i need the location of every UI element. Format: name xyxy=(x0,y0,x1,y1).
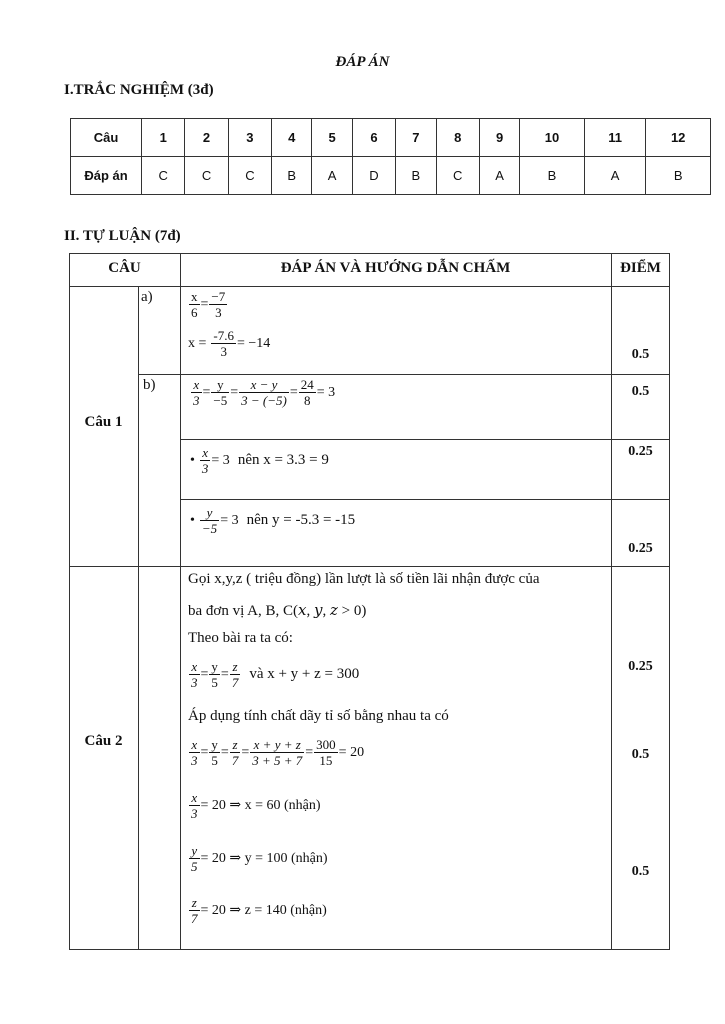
numerator: z xyxy=(189,895,200,911)
denominator: 5 xyxy=(191,859,198,874)
answer-cell: A xyxy=(479,157,519,195)
header-points: ĐIỂM xyxy=(620,260,661,276)
numerator: x xyxy=(189,737,200,753)
numerator: x − y xyxy=(239,377,289,393)
numerator: x xyxy=(189,659,200,675)
fraction xyxy=(314,737,338,768)
bullet-x-result xyxy=(190,445,329,476)
table-divider xyxy=(138,374,670,375)
essay-table xyxy=(69,253,670,950)
q2-y-result xyxy=(188,843,328,874)
numerator: y xyxy=(211,377,229,393)
bullet-y-result xyxy=(190,505,355,536)
question-number: 6 xyxy=(352,119,395,157)
fraction xyxy=(230,737,241,768)
q2-z-result xyxy=(188,895,327,926)
question-number: 4 xyxy=(272,119,312,157)
equation-result: = 20 ⇒ y = 100 (nhận) xyxy=(200,851,328,866)
denominator: 7 xyxy=(231,753,239,768)
numerator: y xyxy=(189,843,200,859)
page-title: ĐÁP ÁN xyxy=(335,54,390,70)
fraction xyxy=(189,843,200,874)
answer-cell: D xyxy=(352,157,395,195)
bullet-text: nên x = 3.3 = 9 xyxy=(237,452,329,468)
numerator: 300 xyxy=(316,737,336,752)
answer-row-label: Đáp án xyxy=(71,157,142,195)
table-divider xyxy=(69,566,670,567)
denominator: 3 − (−5) xyxy=(241,393,287,408)
question-2-label: Câu 2 xyxy=(84,733,123,749)
denominator: −5 xyxy=(213,393,228,408)
fraction xyxy=(299,377,316,408)
denominator: 15 xyxy=(319,753,333,768)
question-number: 3 xyxy=(228,119,271,157)
fraction xyxy=(189,737,200,768)
fraction xyxy=(211,377,229,408)
answer-cell: B xyxy=(520,157,585,195)
equation-result: = 20 ⇒ z = 140 (nhận) xyxy=(200,903,327,918)
equation-result: = 20 ⇒ x = 60 (nhận) xyxy=(200,798,321,813)
section-essay-heading: II. TỰ LUẬN (7đ) xyxy=(64,228,181,244)
q2-line-3: Theo bài ra ta có: xyxy=(188,630,293,646)
equation-result: = 3 xyxy=(316,384,336,400)
section-multiple-choice-heading: I.TRẮC NGHIỆM (3đ) xyxy=(64,82,214,98)
denominator: 3 xyxy=(193,393,200,408)
question-number: 1 xyxy=(142,119,185,157)
numerator: y xyxy=(211,659,218,674)
bullet-text: nên y = -5.3 = -15 xyxy=(246,512,356,528)
question-number: 5 xyxy=(312,119,352,157)
q2-ratio-equation: $\frac{x}{3}$ = $\frac{y}{5}$ = $\frac{z}{7}$ và x + y + z = 300 xyxy=(191,659,360,690)
q2-x-result xyxy=(188,790,321,821)
denominator: 5 xyxy=(211,753,218,768)
question-number: 12 xyxy=(646,119,711,157)
equation-text: = 3 xyxy=(211,452,230,468)
part-a-equation-1: $\frac{x}{6}$ = $\frac{-7}{3}$ xyxy=(191,289,226,320)
numerator: x + y + z xyxy=(250,737,304,753)
answer-key-table xyxy=(70,118,711,195)
question-number: 10 xyxy=(520,119,585,157)
table-divider xyxy=(180,499,670,500)
table-divider xyxy=(180,439,670,440)
denominator: 8 xyxy=(304,393,311,408)
question-number: 9 xyxy=(479,119,519,157)
numerator: x xyxy=(189,790,200,806)
denominator: 3 xyxy=(215,305,222,320)
question-1-label: Câu 1 xyxy=(84,414,123,430)
numerator: x xyxy=(191,377,202,393)
numerator: -7.6 xyxy=(213,328,234,343)
fraction xyxy=(209,289,227,320)
fraction xyxy=(189,790,200,821)
denominator: 7 xyxy=(191,911,198,926)
bullet-icon: • xyxy=(190,452,195,468)
numerator: z xyxy=(230,737,241,753)
table-divider xyxy=(138,286,139,950)
answer-cell: C xyxy=(142,157,185,195)
points-bullet-x: 0.25 xyxy=(628,444,653,459)
points-q2-ratio: 0.5 xyxy=(631,747,650,762)
question-number: 2 xyxy=(185,119,228,157)
denominator: 5 xyxy=(211,675,218,690)
fraction xyxy=(209,659,220,690)
equation-text: x = xyxy=(188,335,207,351)
points-part-a: 0.5 xyxy=(631,347,650,362)
fraction xyxy=(209,737,220,768)
q2-sum-equation: $\frac{x}{3}$ = $\frac{y}{5}$ = $\frac{z}{7}$ = $\frac{x + y + z}{3 + 5 + 7}$ = $\frac{300}{15}$ = 20 xyxy=(191,737,365,768)
answer-cell: B xyxy=(396,157,436,195)
equation-result: = 20 xyxy=(338,744,365,760)
table-divider xyxy=(69,286,670,287)
q2-line-1: Gọi x,y,z ( triệu đồng) lần lượt là số tiền lãi nhận được của xyxy=(188,571,540,587)
q2-line-2: ba đơn vị A, B, C(𝑥, 𝑦, 𝑧 > 0) xyxy=(188,603,367,619)
answer-cell: B xyxy=(646,157,711,195)
fraction xyxy=(189,289,200,320)
answer-cell: B xyxy=(272,157,312,195)
points-bullet-y: 0.25 xyxy=(628,541,653,556)
question-row-label: Câu xyxy=(71,119,142,157)
answer-row xyxy=(71,157,711,195)
equation-text: và x + y + z = 300 xyxy=(249,666,360,682)
question-number: 7 xyxy=(396,119,436,157)
question-number: 8 xyxy=(436,119,479,157)
numerator: x xyxy=(200,445,211,461)
question-row xyxy=(71,119,711,157)
fraction xyxy=(189,659,200,690)
answer-cell: A xyxy=(312,157,352,195)
denominator: 3 xyxy=(201,461,209,476)
fraction xyxy=(250,737,304,768)
denominator: 6 xyxy=(191,305,198,320)
denominator: 3 xyxy=(191,675,198,690)
numerator: 24 xyxy=(300,377,314,392)
part-a-equation-2 xyxy=(188,328,270,359)
points-q2-setup: 0.25 xyxy=(628,659,653,674)
fraction xyxy=(191,377,202,408)
q2-line-5: Áp dụng tính chất dãy tỉ số bằng nhau ta có xyxy=(188,708,449,724)
answer-cell: C xyxy=(185,157,228,195)
denominator: 3 xyxy=(220,344,227,359)
fraction xyxy=(200,505,219,536)
equation-text: = 3 xyxy=(220,512,239,528)
fraction xyxy=(230,659,241,690)
points-part-b: 0.5 xyxy=(631,384,650,399)
denominator: 7 xyxy=(231,675,239,690)
denominator: 3 + 5 + 7 xyxy=(252,753,303,768)
part-a-label: a) xyxy=(141,289,153,305)
numerator: y xyxy=(211,737,218,752)
fraction xyxy=(200,445,211,476)
question-number: 11 xyxy=(584,119,646,157)
numerator: x xyxy=(191,289,198,304)
table-divider xyxy=(180,253,181,950)
fraction xyxy=(189,895,200,926)
points-q2-results: 0.5 xyxy=(631,864,650,879)
equation-result: = −14 xyxy=(237,335,271,351)
numerator: −7 xyxy=(211,289,226,304)
numerator: y xyxy=(200,505,219,521)
header-cau: CÂU xyxy=(108,260,141,276)
part-b-equation: $\frac{x}{3}$ = $\frac{y}{-5}$ = $\frac{x - y}{3 - (-5)}$ = $\frac{24}{8}$ = 3 xyxy=(193,377,336,408)
numerator: z xyxy=(230,659,241,675)
answer-cell: C xyxy=(436,157,479,195)
answer-cell: A xyxy=(584,157,646,195)
answer-cell: C xyxy=(228,157,271,195)
denominator: 3 xyxy=(191,806,198,821)
header-answer-guide: ĐÁP ÁN VÀ HƯỚNG DẪN CHẤM xyxy=(280,260,511,276)
fraction xyxy=(239,377,289,408)
fraction xyxy=(211,328,236,359)
part-b-label: b) xyxy=(143,377,156,393)
denominator: −5 xyxy=(201,521,218,536)
denominator: 3 xyxy=(191,753,198,768)
bullet-icon: • xyxy=(190,512,195,528)
